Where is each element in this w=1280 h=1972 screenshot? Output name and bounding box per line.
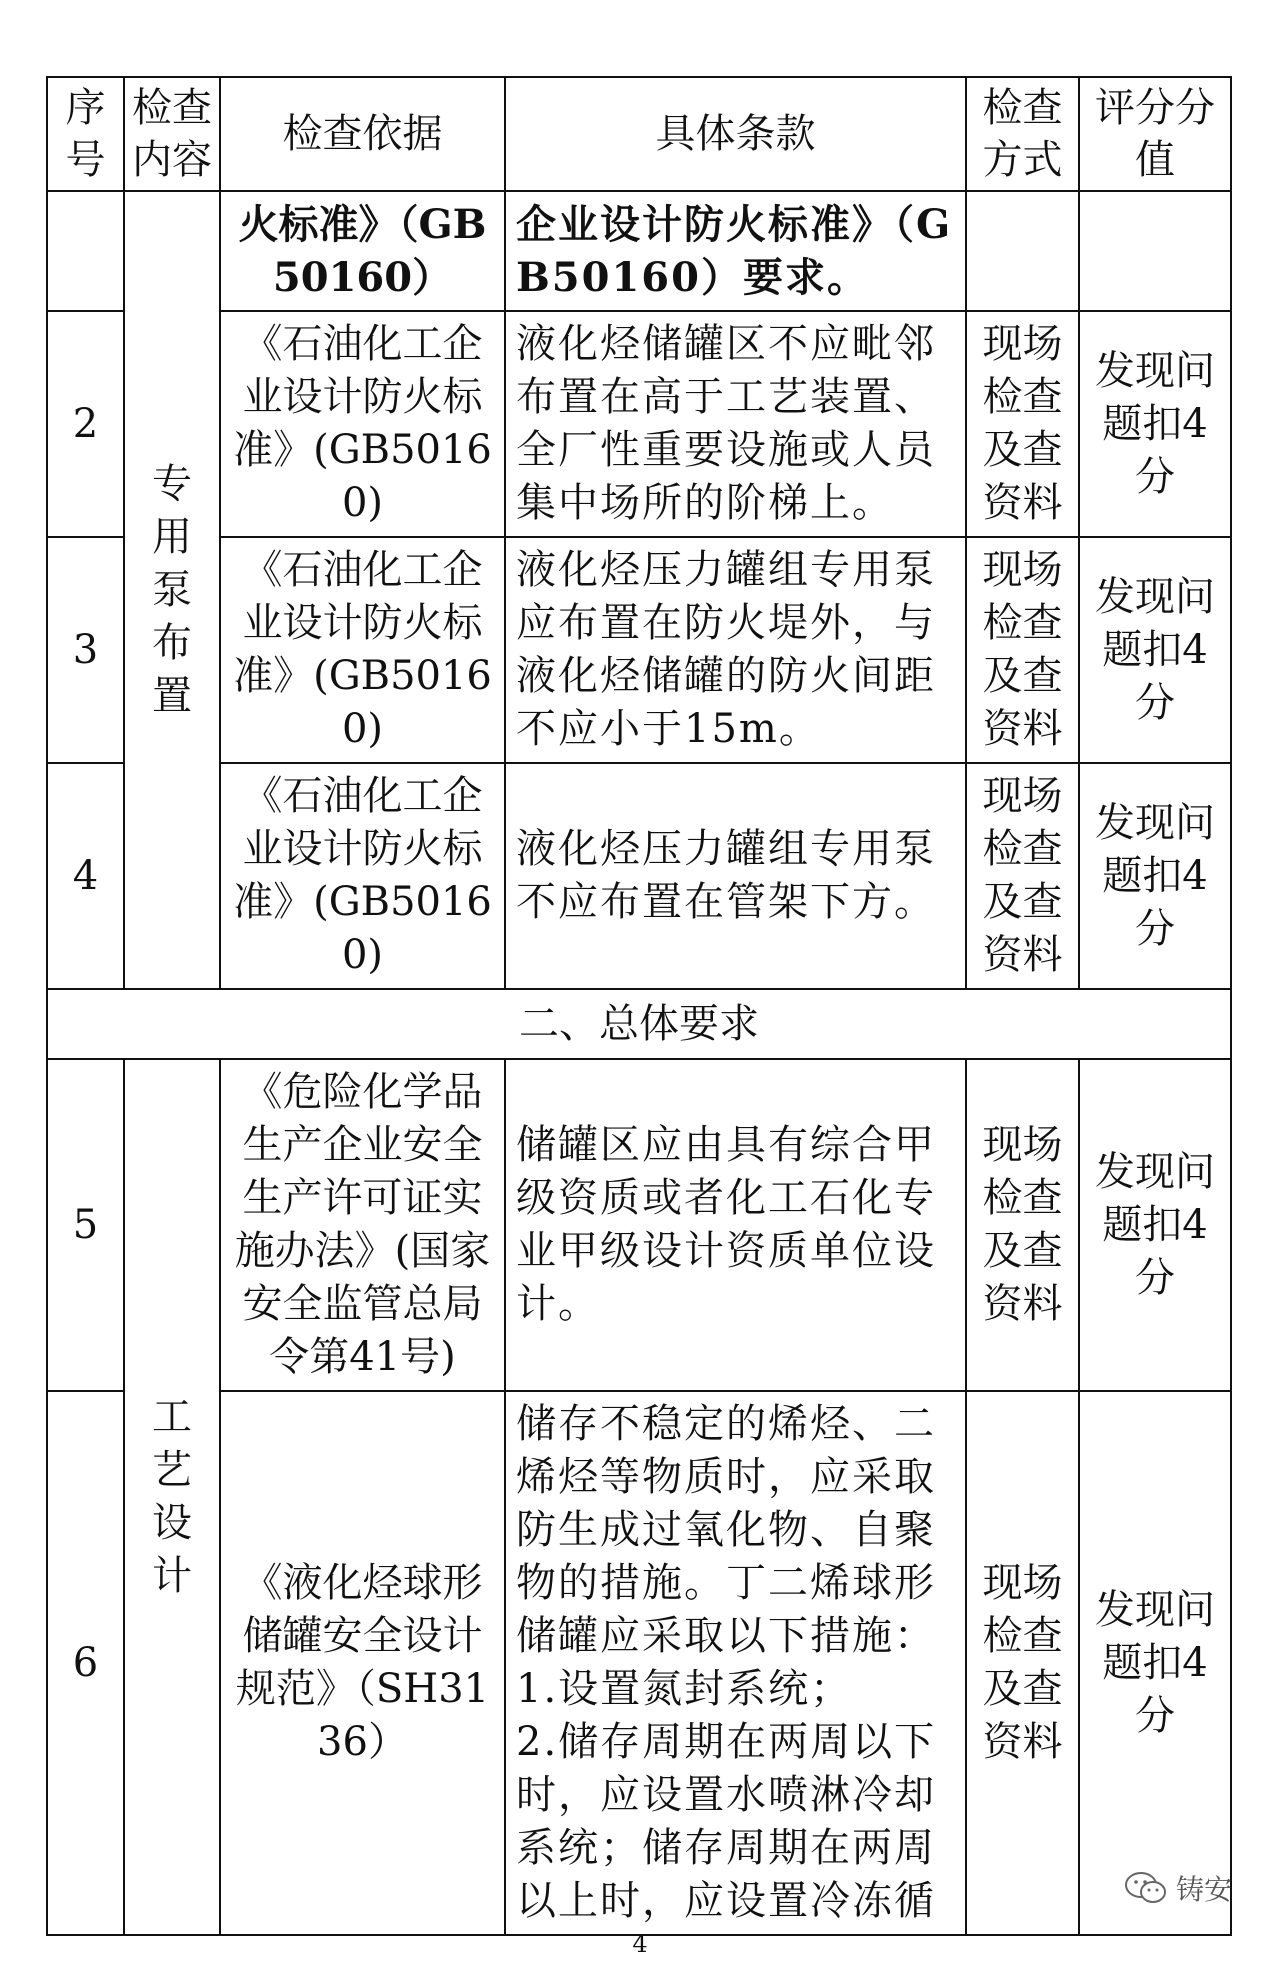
header-clause: 具体条款 [505,77,966,191]
cell-method [966,191,1079,311]
cell-seq: 5 [47,1059,124,1391]
header-basis: 检查依据 [220,77,505,191]
inspection-table [46,76,1232,1936]
cell-method: 现场检查及查资料 [966,311,1079,537]
cell-method: 现场检查及查资料 [966,537,1079,763]
cell-score: 发现问题扣4分 [1079,311,1231,537]
cell-method: 现场检查及查资料 [966,1391,1079,1935]
table-row-continued [47,191,1231,311]
cell-clause: 液化烃压力罐组专用泵应布置在防火堤外，与液化烃储罐的防火间距不应小于15m。 [505,537,966,763]
cell-method: 现场检查及查资料 [966,763,1079,989]
section-title: 二、总体要求 [47,989,1231,1059]
cell-clause: 液化烃压力罐组专用泵不应布置在管架下方。 [505,763,966,989]
cell-seq: 2 [47,311,124,537]
watermark [1124,1868,1232,1908]
table-row [47,1391,1231,1935]
cell-score: 发现问题扣4分 [1079,537,1231,763]
cell-seq [47,191,124,311]
cell-clause: 储罐区应由具有综合甲级资质或者化工石化专业甲级设计资质单位设计。 [505,1059,966,1391]
cell-clause: 液化烃储罐区不应毗邻布置在高于工艺装置、全厂性重要设施或人员集中场所的阶梯上。 [505,311,966,537]
cell-basis: 《液化烃球形储罐安全设计规范》（SH3136） [220,1391,505,1935]
cell-group-process: 工艺设计 [124,1059,220,1935]
table-row [47,311,1231,537]
cell-basis: 《石油化工企业设计防火标准》(GB50160) [220,537,505,763]
table-row [47,1059,1231,1391]
cell-group-pump: 专用泵布置 [124,191,220,989]
cell-score: 发现问题扣4分 [1079,1059,1231,1391]
cell-basis: 火标准》（GB50160） [220,191,505,311]
watermark-text: 铸安 [1175,1873,1232,1906]
cell-seq: 4 [47,763,124,989]
header-seq: 序号 [47,77,124,191]
cell-basis: 《石油化工企业设计防火标准》(GB50160) [220,311,505,537]
wechat-icon [1124,1871,1168,1905]
table-row [47,763,1231,989]
section-row [47,989,1231,1059]
cell-clause: 企业设计防火标准》（GB50160）要求。 [505,191,966,311]
header-score: 评分分值 [1079,77,1231,191]
cell-seq: 6 [47,1391,124,1935]
cell-clause: 储存不稳定的烯烃、二烯烃等物质时，应采取防生成过氧化物、自聚物的措施。丁二烯球形储罐应采取以下措施： 1.设置氮封系统； 2.储存周期在两周以下时，应设置水喷淋冷却系统；储存周期在两周以上时，应设置冷冻循 [505,1391,966,1935]
header-method: 检查方式 [966,77,1079,191]
cell-basis: 《石油化工企业设计防火标准》(GB50160) [220,763,505,989]
cell-score: 发现问题扣4分 [1079,1391,1231,1935]
cell-seq: 3 [47,537,124,763]
cell-basis: 《危险化学品生产企业安全生产许可证实施办法》(国家安全监管总局令第41号) [220,1059,505,1391]
table-header-row [47,77,1231,191]
cell-score: 发现问题扣4分 [1079,763,1231,989]
cell-score [1079,191,1231,311]
header-content: 检查内容 [124,77,220,191]
cell-method: 现场检查及查资料 [966,1059,1079,1391]
page-number: 4 [632,1930,648,1958]
table-row [47,537,1231,763]
